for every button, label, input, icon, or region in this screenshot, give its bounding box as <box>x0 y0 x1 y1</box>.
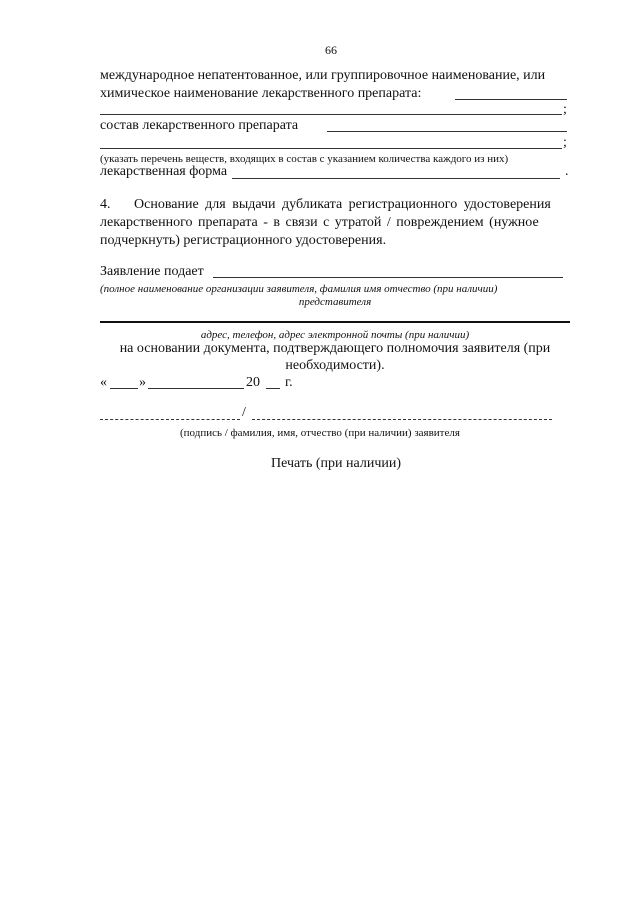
section-4-number: 4. <box>100 197 111 212</box>
semicolon-2: ; <box>563 135 567 150</box>
date-close-quote: » <box>139 375 146 390</box>
composition-label: состав лекарственного препарата <box>100 118 299 133</box>
semicolon-1: ; <box>563 102 567 117</box>
address-field[interactable] <box>100 321 570 323</box>
section-4-line-1: Основание для выдачи дубликата регистрационного удостоверения <box>134 197 551 212</box>
composition-hint: (указать перечень веществ, входящих в состав с указанием количества каждого из них) <box>100 153 509 165</box>
date-year-field[interactable] <box>266 388 280 389</box>
dosage-form-end: . <box>565 164 569 179</box>
seal-label: Печать (при наличии) <box>271 456 402 471</box>
basis-line-1: на основании документа, подтверждающего полномочия заявителя (при <box>119 341 551 356</box>
basis-line-2: необходимости). <box>285 358 385 373</box>
intl-name-field-2[interactable] <box>100 114 562 115</box>
dosage-form-label: лекарственная форма <box>100 164 228 179</box>
page-number-text: 66 <box>325 43 337 57</box>
name-field[interactable] <box>252 419 552 420</box>
intl-name-line-1: международное непатентованное, или группировочное наименование, или <box>100 68 546 83</box>
date-month-field[interactable] <box>148 388 244 389</box>
applicant-label: Заявление подает <box>100 264 204 279</box>
applicant-hint-1: (полное наименование организации заявителя, фамилия имя отчество (при наличии) <box>100 283 498 295</box>
date-year-prefix: 20 <box>246 375 260 390</box>
section-4-line-3: подчеркнуть) регистрационного удостоверения. <box>100 233 387 248</box>
applicant-hint-2: представителя <box>298 296 372 308</box>
applicant-field[interactable] <box>213 277 563 278</box>
composition-field-2[interactable] <box>100 148 562 149</box>
composition-field-1[interactable] <box>327 131 567 132</box>
dosage-form-field[interactable] <box>232 178 560 179</box>
date-day-field[interactable] <box>110 388 138 389</box>
section-4-line-2: лекарственного препарата - в связи с утратой / повреждением (нужное <box>100 215 539 230</box>
signature-hint: (подпись / фамилия, имя, отчество (при наличии) заявителя <box>180 427 460 439</box>
intl-name-field-1[interactable] <box>455 99 567 100</box>
date-open-quote: « <box>100 375 107 390</box>
signature-slash: / <box>242 405 246 420</box>
address-hint: адрес, телефон, адрес электронной почты (при наличии) <box>200 329 470 341</box>
intl-name-line-2: химическое наименование лекарственного препарата: <box>100 86 422 101</box>
signature-field[interactable] <box>100 419 240 420</box>
date-year-suffix: г. <box>285 375 293 390</box>
